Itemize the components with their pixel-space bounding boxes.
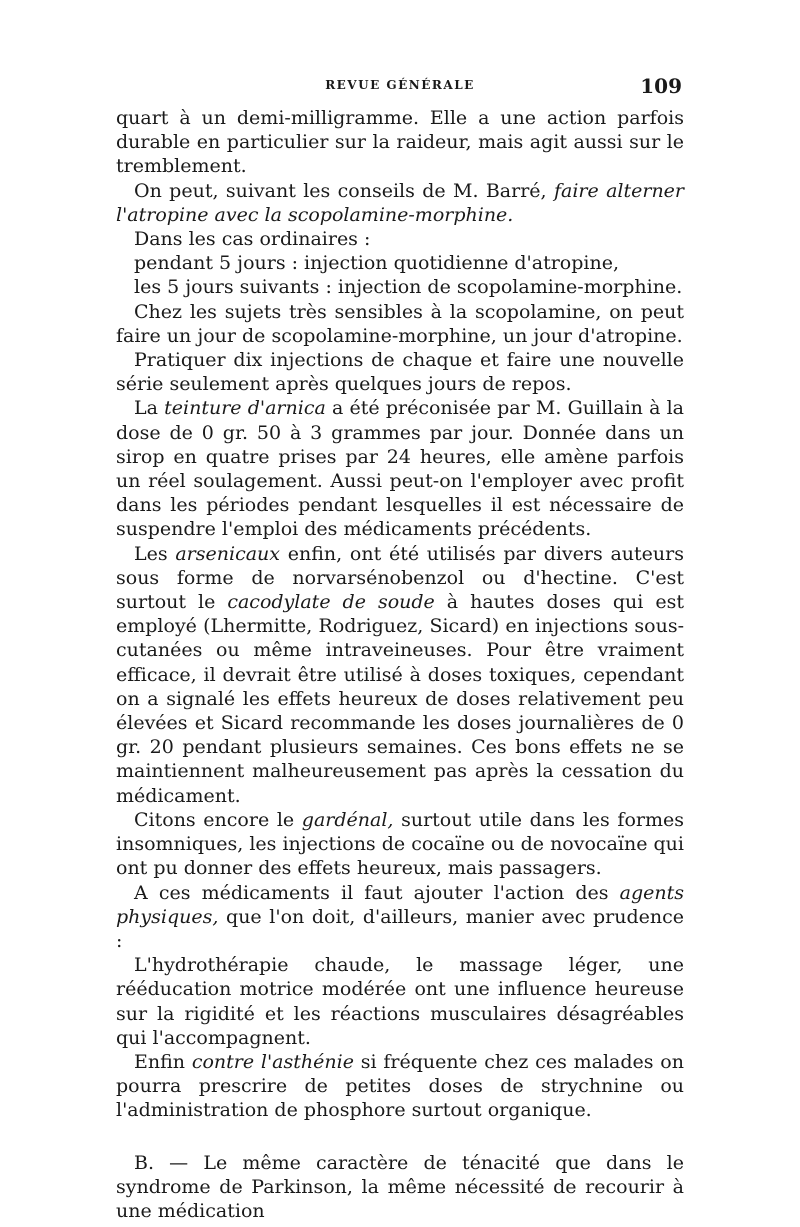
paragraph: [116, 1050, 684, 1123]
paragraph: [116, 881, 684, 954]
text-run: A ces médicaments il faut ajouter l'action des: [134, 881, 620, 904]
text-run: surtout utile dans les formes insomniques, les injections de cocaïne ou de novocaïne qui ont pu donner des effets heureux, mais passagers.: [116, 808, 684, 880]
emphasis-text: faire alterner l'atropine avec la scopolamine-morphine.: [116, 179, 685, 226]
paragraph: [116, 953, 684, 1050]
paragraph: [116, 808, 684, 881]
text-run: pendant 5 jours : injection quotidienne d'atropine,: [134, 252, 619, 275]
text-run: Les: [134, 542, 176, 565]
text-run: Pratiquer dix injections de chaque et faire une nouvelle série seulement après quelques jours de repos.: [116, 349, 684, 396]
text-run: On peut, suivant les conseils de M. Barré,: [134, 179, 554, 202]
emphasis-text: teinture d'arnica: [164, 397, 326, 420]
paragraph: [116, 300, 684, 348]
paragraph: [116, 106, 684, 179]
text-run: a été préconisée par M. Guillain à la dose de 0 gr. 50 à 3 grammes par jour. Donnée dans un sirop en quatre prises par 24 heures, elle amène parfois un réel soulagement. Aussi peut-on l'employer avec profit dans les périodes pendant lesquelles il est nécessaire de suspendre l'emploi des médicaments précédents.: [116, 397, 684, 541]
text-run: les 5 jours suivants : injection de scopolamine-morphine.: [134, 276, 683, 299]
paragraph: [116, 542, 684, 808]
text-run: B. — Le même caractère de ténacité que dans le syndrome de Parkinson, la même nécessité de recourir à une médication: [116, 1151, 684, 1222]
running-title: REVUE GÉNÉRALE: [325, 78, 475, 92]
emphasis-text: cacodylate de soude: [227, 591, 435, 614]
text-run: que l'on doit, d'ailleurs, manier avec prudence :: [116, 905, 684, 952]
paragraph: [116, 1151, 684, 1224]
paragraph: [116, 251, 684, 275]
text-run: Enfin: [134, 1050, 192, 1073]
emphasis-text: gardénal,: [301, 808, 394, 831]
paragraph: [116, 275, 684, 299]
text-run: à hautes doses qui est employé (Lhermitte, Rodriguez, Sicard) en injections sous-cutanées ou même intraveineuses. Pour être vraiment efficace, il devrait être utilisé à doses toxiques, cependant on a signalé les effets heureux de doses relativement peu élevées et Sicard recommande les doses journalières de 0 gr. 20 pendant plusieurs semaines. Ces bons effets ne se maintiennent malheureusement pas après la cessation du médicament.: [116, 591, 684, 807]
text-run: enfin, ont été utilisés par divers auteurs sous forme de norvarsénobenzol ou d'hectine. C'est surtout le: [116, 542, 684, 614]
paragraph: [116, 179, 684, 227]
text-run: Chez les sujets très sensibles à la scopolamine, on peut faire un jour de scopolamine-morphine, un jour d'atropine.: [116, 300, 684, 347]
page-header: [116, 74, 684, 106]
text-run: quart à un demi-milligramme. Elle a une action parfois durable en particulier sur la raideur, mais agit aussi sur le tremblement.: [116, 107, 684, 178]
emphasis-text: agents physiques,: [116, 881, 684, 928]
section-gap: [116, 1123, 684, 1151]
paragraph: [116, 348, 684, 396]
text-run: si fréquente chez ces malades on pourra prescrire de petites doses de strychnine ou l'administration de phosphore surtout organique.: [116, 1050, 684, 1122]
paragraph: [116, 227, 684, 251]
text-run: L'hydrothérapie chaude, le massage léger, une rééducation motrice modérée ont une influence heureuse sur la rigidité et les réactions musculaires désagréables qui l'accompagnent.: [116, 954, 684, 1049]
book-page: [116, 74, 684, 1223]
text-run: Citons encore le: [134, 808, 302, 831]
emphasis-text: arsenicaux: [175, 542, 280, 565]
text-run: Dans les cas ordinaires :: [134, 228, 371, 251]
emphasis-text: contre l'asthénie: [191, 1050, 354, 1073]
text-run: La: [134, 397, 165, 420]
page-number: 109: [640, 74, 682, 98]
body-text: [116, 106, 684, 1223]
paragraph: [116, 396, 684, 541]
